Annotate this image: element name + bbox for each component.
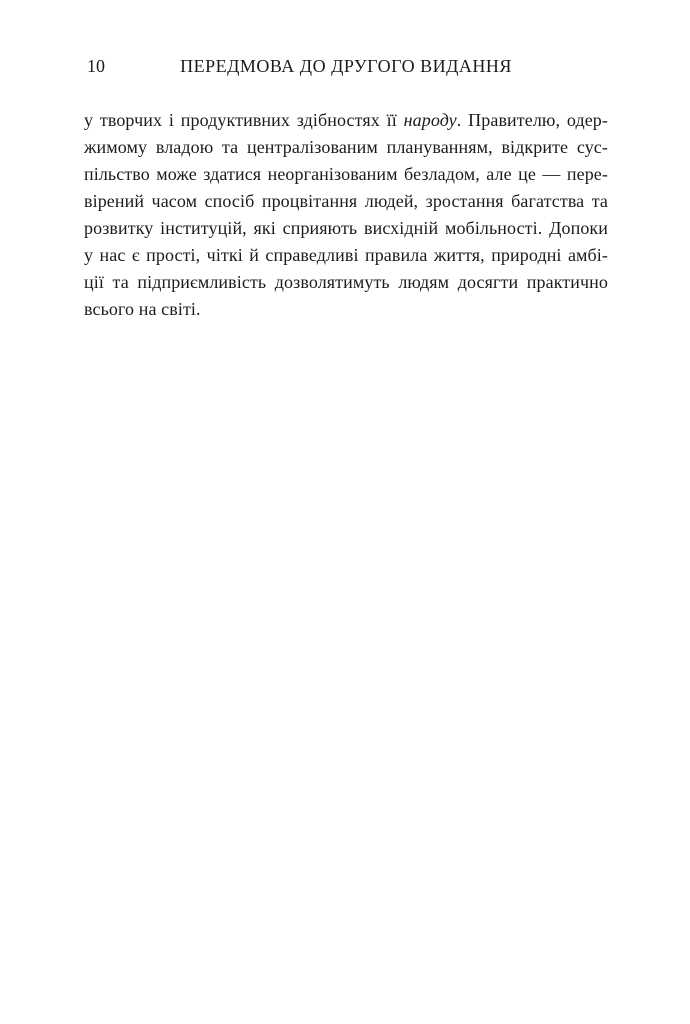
line-text: всього на світі.: [84, 299, 201, 319]
italic-word: народу: [403, 110, 457, 130]
text-line: [84, 215, 608, 242]
text-line: [84, 107, 608, 134]
text-line: [84, 161, 608, 188]
line-text: жимому владою та централізованим плануванням, відкрите сус-: [84, 137, 608, 157]
page-number: 10: [87, 56, 105, 76]
text-line: [84, 296, 608, 323]
line-text: пільство може здатися неорганізованим безладом, але це — пере-: [84, 164, 608, 184]
line-text: ції та підприємливість дозволятимуть людям досягти практично: [84, 272, 608, 292]
text-line: [84, 269, 608, 296]
line-text: вірений часом спосіб процвітання людей, зростання багатства та: [84, 191, 608, 211]
line-text: розвитку інституцій, які сприяють висхідній мобільності. Допоки: [84, 218, 608, 238]
line-text: у творчих і продуктивних здібностях її: [84, 110, 404, 130]
body-paragraph: [84, 107, 608, 323]
running-head-title: ПЕРЕДМОВА ДО ДРУГОГО ВИДАННЯ: [180, 56, 512, 76]
running-header: [84, 55, 608, 77]
line-text: . Правителю, одер-: [456, 110, 608, 130]
text-line: [84, 242, 608, 269]
text-line: [84, 134, 608, 161]
line-text: у нас є прості, чіткі й справедливі правила життя, природні амбі-: [84, 245, 608, 265]
text-line: [84, 188, 608, 215]
